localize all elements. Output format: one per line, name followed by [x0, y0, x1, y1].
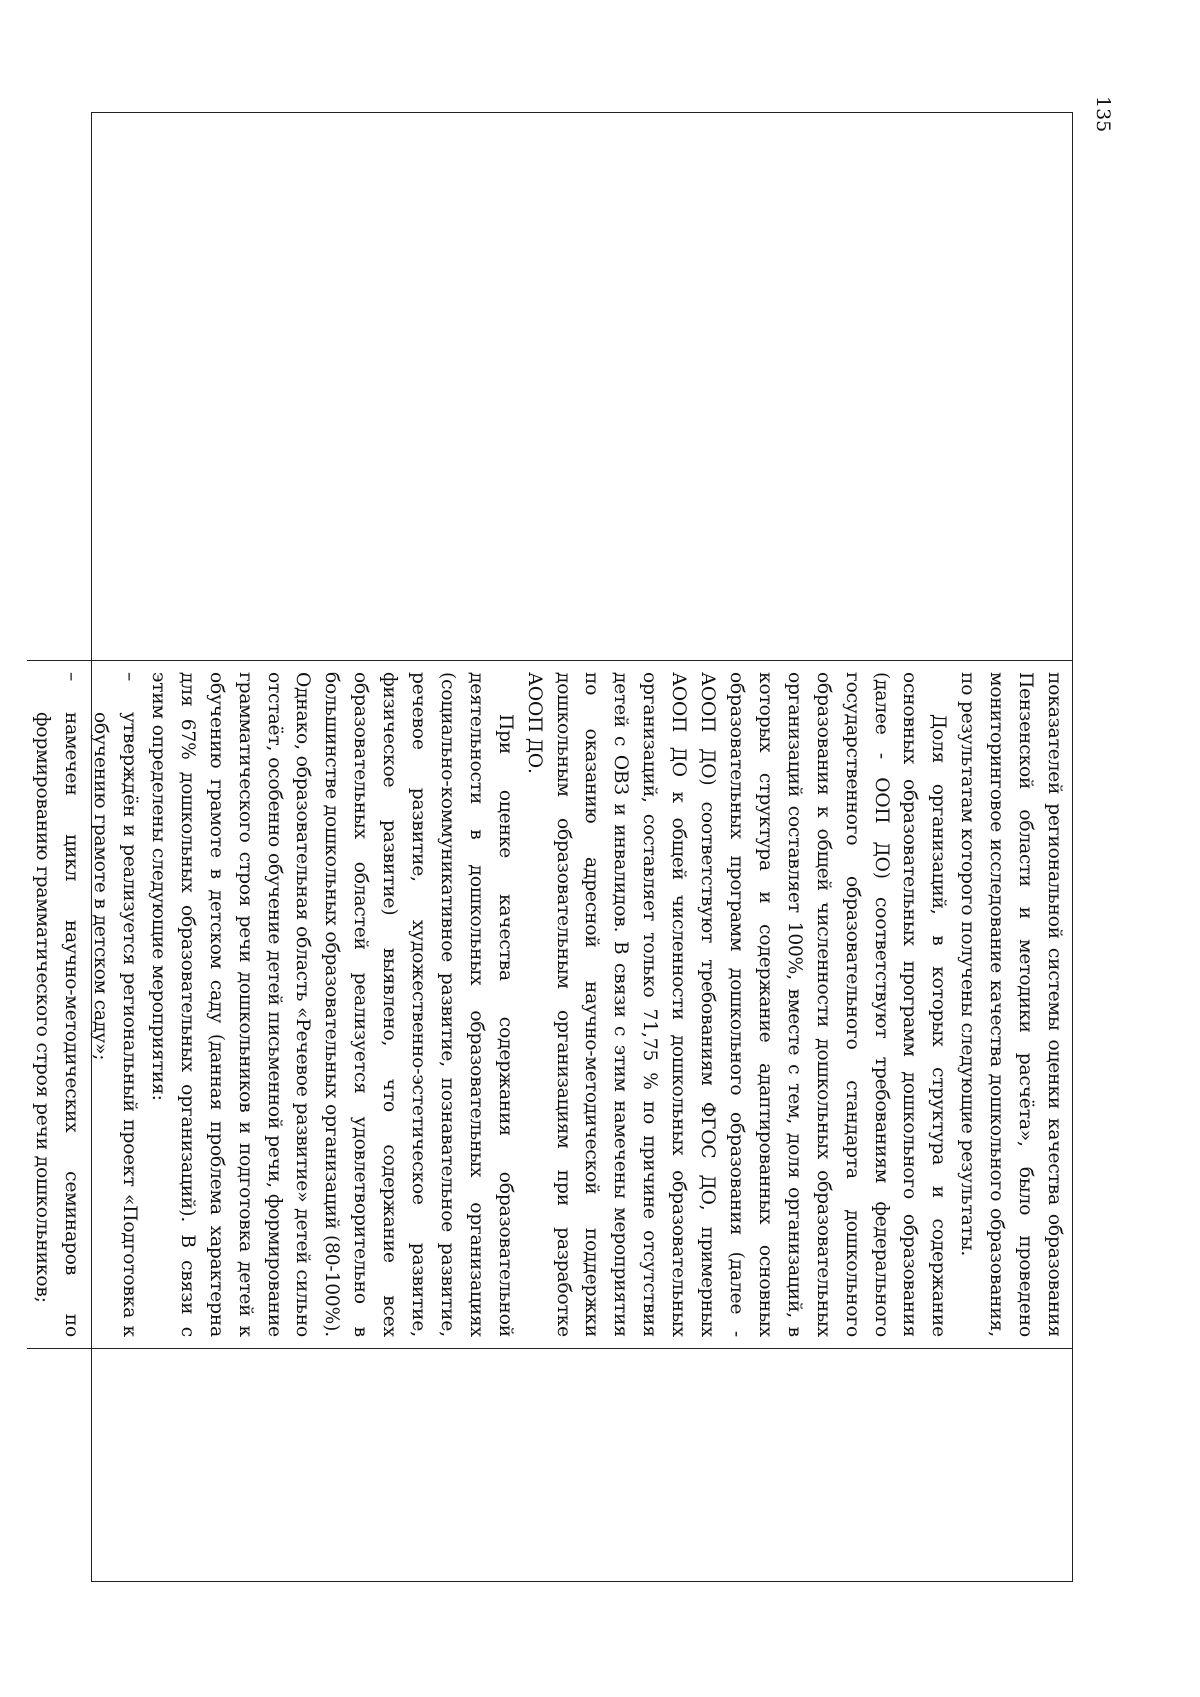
paragraph: При оценке качества содержания образовательной деятельности в дошкольных образовательных организациях (социально-коммуникативное развитие, познавательное развитие, речевое развитие, художественно-эстетическое развитие, физическое развитие) выявлено, что содержание всех образовательных областей реализуется удовлетворительно в большинстве дошкольных образовательных организаций (80-100%). Однако, образовательная область «Речевое развитие» детей сильно отстаёт, особенно обучение детей письменной речи, формирование грамматического строя речи дошкольников и подготовка детей к обучению грамоте в детском саду (данная проблема характерна для 67% дошкольных образовательных организаций). В связи с этим определены следующие мероприятия:	[147, 672, 516, 1337]
paragraph: показателей региональной системы оценки качества образования Пензенской области и методики расчёта», было проведено мониторинговое исследование качества дошкольного образования, по результатам которого получены следующие результаты.	[957, 672, 1065, 1337]
paragraph: Доля организаций, в которых структура и содержание основных образовательных программ дошкольного образования (далее - ООП ДО) соответствуют требованиям федерального государственного образовательного стандарта дошкольного образования к общей численности дошкольных образовательных организаций составляет 100%, вместе с тем, доля организаций, в которых структура и содержание адаптированных основных образовательных программ дошкольного образования (далее - АООП ДО) соответствуют требованиям ФГОС ДО, примерных АООП ДО к общей численности дошкольных образовательных организаций, составляет только 71,75 % по причине отсутствия детей с ОВЗ и инвалидов. В связи с этим намечены мероприятия по оказанию адресной научно-методической поддержки дошкольным образовательным организациям при разработке АООП ДО.	[523, 672, 950, 1337]
page-number: 135	[1092, 96, 1114, 133]
list-item-text: намечен цикл научно-методических семинаров по формированию грамматического строя речи дошкольников;	[32, 712, 83, 1337]
table-cell-text	[27, 660, 1072, 1348]
measures-list	[27, 672, 143, 1337]
list-marker: –	[119, 672, 140, 682]
list-item	[27, 672, 85, 1337]
content-table	[32, 112, 1073, 1582]
list-marker: –	[61, 672, 83, 682]
table-cell-left	[27, 113, 1072, 660]
table-cell-right	[27, 1348, 1072, 1581]
list-item-text: утверждён и реализуется региональный проект «Подготовка к обучению грамоте в детском саду»;	[90, 712, 140, 1337]
list-item	[85, 672, 143, 1337]
